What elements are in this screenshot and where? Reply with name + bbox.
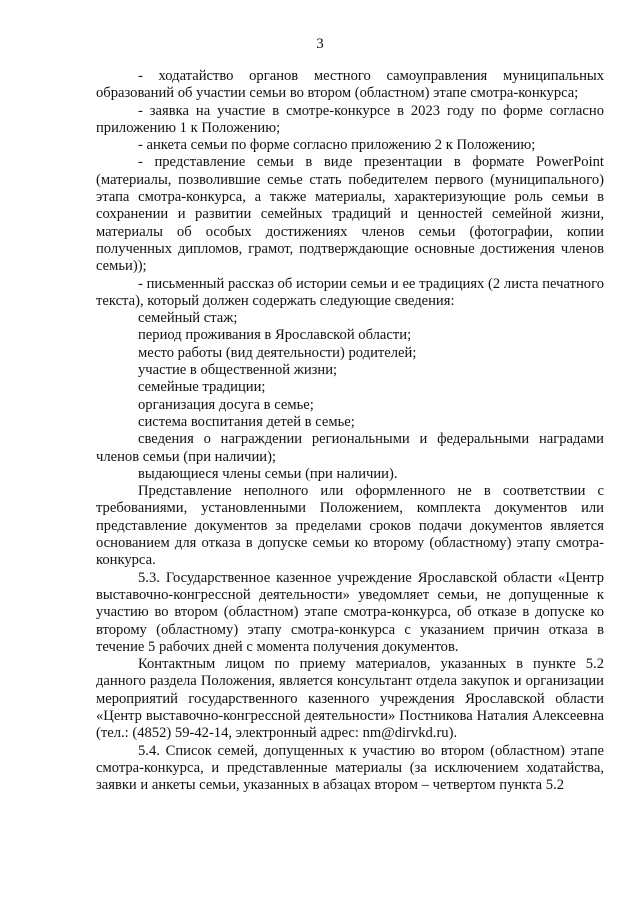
paragraph-contact-person: Контактным лицом по приему материалов, указанных в пункте 5.2 данного раздела Положения, является консультант отдела закупок и организации мероприятий государственного казенного учреждения Ярославской области «Центр выставочно-конгрессной деятельности» Постникова Наталия Алексеевна (тел.: (4852) 59-42-14, электронный адрес: nm@dirvkd.ru).	[96, 656, 604, 742]
list-item-outstanding-members: выдающиеся члены семьи (при наличии).	[138, 465, 398, 482]
paragraph-section-5-4: 5.4. Список семей, допущенных к участию во втором (областном) этапе смотра-конкурса, и представленные материалы (за исключением ходатайства, заявки и анкеты семьи, указанных в абзацах втором – четвертом пункта 5.2	[96, 742, 604, 794]
list-item-parents-work: место работы (вид деятельности) родителей;	[138, 344, 417, 361]
list-item-awards: сведения о награждении региональными и федеральными наградами членов семьи (при наличии);	[96, 431, 604, 465]
list-item-leisure: организация досуга в семье;	[138, 396, 314, 413]
paragraph-written-story: - письменный рассказ об истории семьи и ее традициях (2 листа печатного текста), который должен содержать следующие сведения:	[96, 275, 604, 309]
list-item-family-traditions: семейные традиции;	[138, 379, 266, 396]
paragraph-questionnaire: - анкета семьи по форме согласно приложению 2 к Положению;	[138, 137, 536, 154]
list-item-family-experience: семейный стаж;	[138, 310, 238, 327]
paragraph-application: - заявка на участие в смотре-конкурсе в 2023 году по форме согласно приложению 1 к Положению;	[96, 102, 604, 136]
paragraph-presentation: - представление семьи в виде презентации в формате PowerPoint (материалы, позволившие семье стать победителем первого (муниципального) этапа смотра-конкурса, а также материалы, характеризующие роль семьи в сохранении и развитии семейных традиций и ценностей семейной жизни, материалы об особых достижениях членов семьи (фотографии, копии полученных дипломов, грамот, подтверждающие основные достижения членов семьи));	[96, 154, 604, 275]
page-number: 3	[316, 36, 324, 52]
paragraph-petition: - ходатайство органов местного самоуправления муниципальных образований об участии семьи во втором (областном) этапе смотра-конкурса;	[96, 68, 604, 102]
paragraph-section-5-3: 5.3. Государственное казенное учреждение Ярославской области «Центр выставочно-конгрессной деятельности» уведомляет семьи, не допущенные к участию во втором (областном) этапе смотра-конкурса, об отказе в допуске ко второму (областному) этапу смотра-конкурса с указанием причин отказа в течение 5 рабочих дней с момента получения документов.	[96, 569, 604, 655]
paragraph-refusal-grounds: Представление неполного или оформленного не в соответствии с требованиями, установленными Положением, комплекта документов или представление документов за пределами сроков подачи документов является основанием для отказа в допуске семьи ко второму (областному) этапу смотра-конкурса.	[96, 483, 604, 569]
list-item-residence-period: период проживания в Ярославской области;	[138, 327, 412, 344]
list-item-upbringing: система воспитания детей в семье;	[138, 413, 355, 430]
document-body	[96, 68, 604, 794]
list-item-public-life: участие в общественной жизни;	[138, 362, 338, 379]
